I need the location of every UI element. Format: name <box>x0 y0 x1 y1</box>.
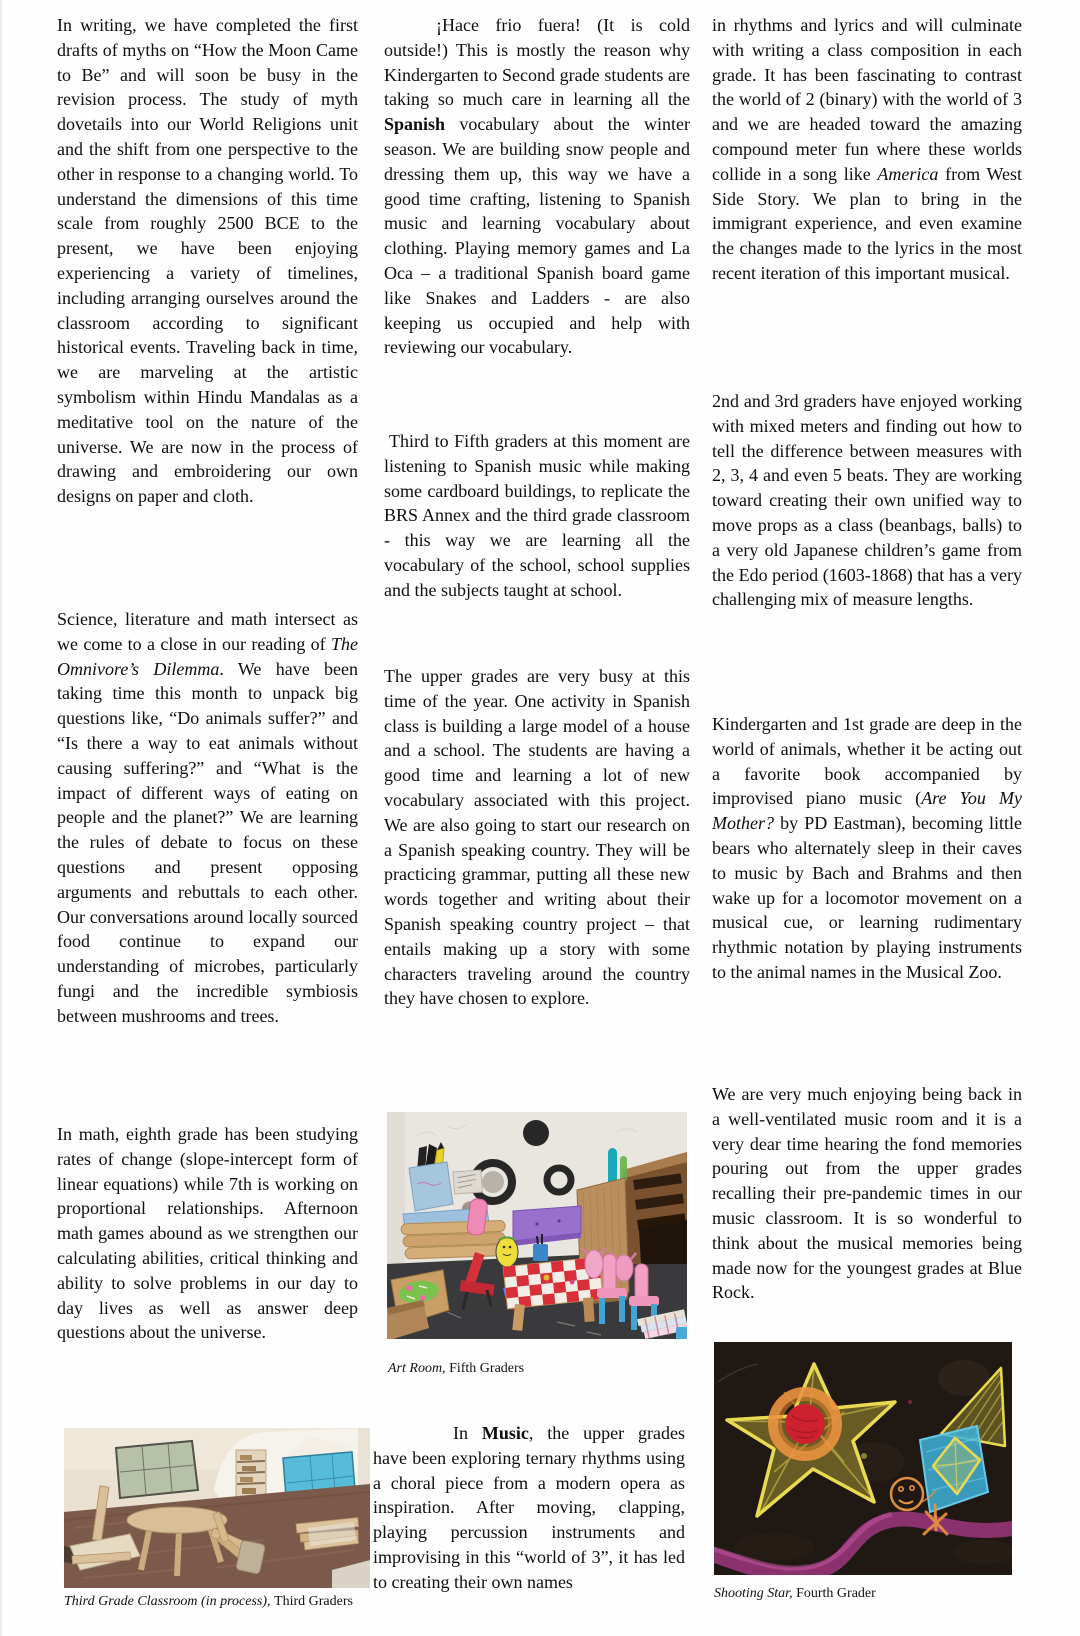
classroom-figure-caption <box>64 1593 353 1611</box>
text-run: Third to Fifth graders at this moment are listening to Spanish music while making some cardboard buildings, to replicate the BRS Annex and the third grade classroom - this way we are learning all the vocabulary of the school, school supplies and the subjects taught at school. <box>384 431 690 600</box>
shooting-star-figure-caption <box>714 1585 876 1603</box>
spanish-k2-paragraph <box>384 13 690 360</box>
text-run: 2nd and 3rd graders have enjoyed working with mixed meters and finding out how to tell the difference between measures with 2, 3, 4 and even 5 beats. They are working toward creating their own unified way to move props as a class (beanbags, balls) to a very old Japanese children’s game from the Edo period (1603-1868) that has a very challenging mix of measure lengths. <box>712 391 1022 610</box>
text-run: In <box>453 1423 482 1443</box>
text-run: from West Side Story. We plan to bring in the immigrant experience, and even examine the changes made to the lyrics in the most recent iteration of this important musical. <box>712 163 1022 283</box>
text-run: The upper grades are very busy at this time of the year. One activity in Spanish class is building a large model of a house and a school. The students are having a good time and learning a lot of new vocabulary associated with this project. We are also going to start our research on a Spanish speaking country. They will be practicing grammar, putting all these new words together and writing about their Spanish speaking country project – that entails making up a story with some characters traveling around the country they have chosen to explore. <box>384 666 690 1009</box>
text-run: Kindergarten and 1st grade are deep in the world of animals, whether it be acting out a favorite book accompanied by improvised piano music ( <box>712 714 1022 809</box>
third-grade-classroom-photo <box>64 1428 370 1588</box>
scan-edge-artifact <box>0 0 2 1636</box>
text-run: vocabulary about the winter season. We are building snow people and dressing them up, this way we have a good time crafting, listening to Spanish music and learning vocabulary about clothing. Playing memory games and La Oca – a traditional Spanish board game like Snakes and Ladders - are also keeping us occupied and help with reviewing our vocabulary. <box>384 114 690 358</box>
caption-credit: Fifth Graders <box>449 1361 525 1376</box>
text-run: We are very much enjoying being back in a well-ventilated music room and it is a very dear time hearing the fond memories pouring out from the upper grades recalling their pre-pandemic times in our music classroom. It is so wonderful to think about the musical memories being made now for the youngest grades at Blue Rock. <box>712 1084 1022 1303</box>
text-run: , the upper grades have been exploring ternary rhythms using a choral piece from a modern opera as inspiration. After moving, clapping, playing percussion instruments and improvising in this “world of 3”, it has led to creating their own names <box>373 1423 686 1592</box>
caption-credit: Third Graders <box>274 1594 353 1609</box>
text-run: . We have been taking time this month to unpack big questions like, “Do animals suffer?” and “Is there a way to eat animals without causing suffering?” and “What is the impact of different ways of eating on people and the planet?” We are learning the rules of debate to focus on these questions and present opposing arguments and rebuttals to each other. Our conversations around locally sourced food continue to expand our understanding of microbes, particularly fungi and the incredible symbiosis between mushrooms and trees. <box>57 658 359 1026</box>
writing-paragraph <box>57 13 358 509</box>
text-run: America <box>877 163 939 184</box>
text-run: In math, eighth grade has been studying rates of change (slope-intercept form of linear equations) while 7th is working on proportional relationships. Afternoon math games abound as we strengthen our calculating abilities, critical thinking and ability to solve problems in our day to day lives as well as answer deep questions about the universe. <box>57 1124 358 1343</box>
text-run: Are You My Mother? <box>712 788 1022 834</box>
figure-third-grade-classroom <box>64 1428 370 1588</box>
shooting-star-chalk-drawing <box>714 1342 1012 1575</box>
text-run: ¡Hace frio fuera! (It is cold outside!) This is mostly the reason why Kindergarten to Second grade students are taking so much care in learning all the <box>384 15 690 110</box>
figure-shooting-star <box>714 1342 1012 1575</box>
text-run: by PD Eastman), becoming little bears who alternately sleep in their caves to music by Bach and Brahms and then wake up for a locomotor movement on a musical cue, or learning rudimentary rhythmic notation by playing instruments to the animal names in the Musical Zoo. <box>712 813 1022 982</box>
figure-art-room <box>387 1112 687 1339</box>
spanish-grades35-paragraph <box>384 429 690 603</box>
caption-credit: Fourth Grader <box>796 1586 876 1601</box>
caption-title-italic: Third Grade Classroom (in process), <box>64 1594 275 1609</box>
caption-title-italic: Shooting Star, <box>714 1586 797 1601</box>
music-intro-paragraph <box>373 1421 685 1595</box>
text-run: In writing, we have completed the first drafts of myths on “How the Moon Came to Be” and will soon be busy in the revision process. The study of myth dovetails into our World Religions unit and the shift from one perspective to the other in response to a changing world. To understand the dimensions of this time scale from roughly 2500 BCE to the present, we have been enjoying experiencing a variety of timelines, including arranging ourselves around the classroom according to significant historical events. Traveling back in time, we are marveling at the artistic symbolism within Hindu Mandalas as a meditative tool on the nature of the universe. We are now in the process of drawing and embroidering our own designs on paper and cloth. <box>57 15 358 507</box>
text-run: Spanish <box>384 114 446 135</box>
text-run: in rhythms and lyrics and will culminate with writing a class composition in each grade. It has been fascinating to contrast the world of 2 (binary) with the world of 3 and we are headed toward the amazing compound meter fun where these worlds collide in a song like <box>712 15 1022 184</box>
artroom-figure-caption <box>388 1360 524 1378</box>
text-run: The Omnivore’s Dilemma <box>57 633 358 679</box>
music-k1-paragraph <box>712 712 1022 985</box>
music-grades23-paragraph <box>712 389 1022 612</box>
text-run: Science, literature and math intersect as we come to a close in our reading of <box>57 609 358 654</box>
caption-title-italic: Art Room, <box>388 1361 450 1376</box>
spanish-upper-grades-paragraph <box>384 664 690 1011</box>
math-paragraph <box>57 1122 358 1345</box>
science-literature-math-paragraph <box>57 607 358 1029</box>
music-room-paragraph <box>712 1082 1022 1305</box>
art-room-photo <box>387 1112 687 1339</box>
text-run: Music <box>481 1423 529 1443</box>
music-continued-paragraph <box>712 13 1022 286</box>
